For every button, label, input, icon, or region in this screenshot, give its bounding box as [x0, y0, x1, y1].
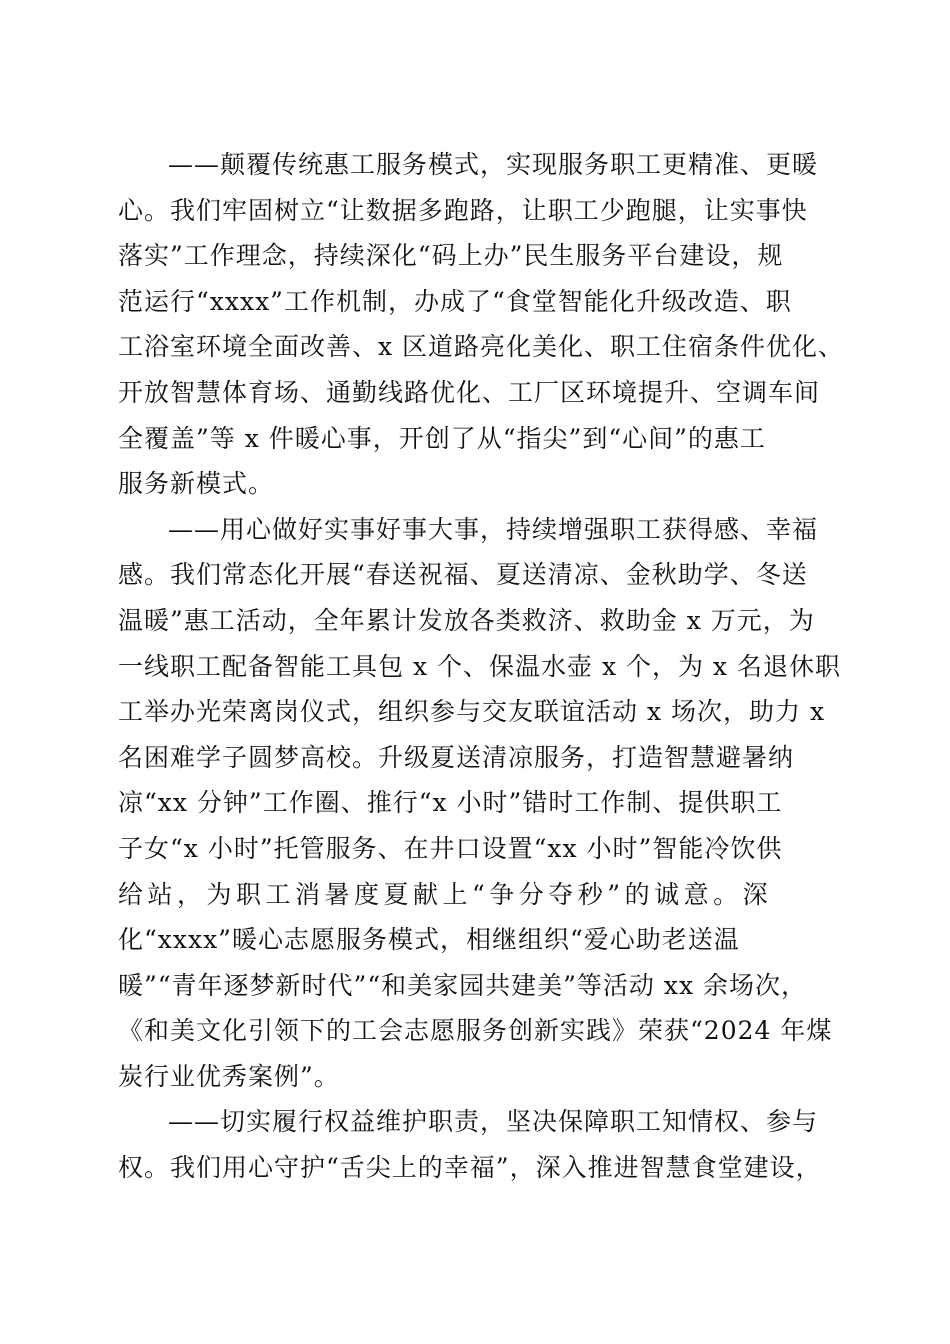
text-line: 给站，为职工消暑度夏献上“争分夺秒”的诚意。深	[118, 879, 773, 909]
text-line: 炭行业优秀案例”。	[118, 1061, 340, 1091]
text-line: 感。我们常态化开展“春送祝福、夏送清凉、金秋助学、冬送	[118, 560, 808, 590]
text-line: 凉“xx 分钟”工作圈、推行“x 小时”错时工作制、提供职工	[118, 788, 783, 818]
text-line: 温暖”惠工活动，全年累计发放各类救济、救助金 x 万元，为	[118, 605, 815, 635]
text-line: 范运行“xxxx”工作机制，办成了“食堂智能化升级改造、职	[118, 286, 792, 316]
text-line: 工举办光荣离岗仪式，组织参与交友联谊活动 x 场次，助力 x	[118, 697, 826, 727]
text-line: 暖”“青年逐梦新时代”“和美家园共建美”等活动 xx 余场次，	[118, 970, 807, 1000]
text-line: 心。我们牢固树立“让数据多跑路，让职工少跑腿，让实事快	[118, 195, 808, 225]
text-line: 权。我们用心守护“舌尖上的幸福”，深入推进智慧食堂建设，	[118, 1153, 822, 1183]
text-line: 全覆盖”等 x 件暖心事，开创了从“指尖”到“心间”的惠工	[118, 423, 766, 453]
text-line: 名困难学子圆梦高校。升级夏送清凉服务，打造智慧避暑纳	[118, 742, 795, 772]
text-line: 服务新模式。	[118, 469, 275, 499]
text-line: ——用心做好实事好事大事，持续增强职工获得感、幸福	[168, 514, 819, 544]
text-line: ——颠覆传统惠工服务模式，实现服务职工更精准、更暖	[168, 150, 819, 179]
text-line: ——切实履行权益维护职责，坚决保障职工知情权、参与	[168, 1107, 819, 1137]
document-body	[118, 142, 845, 1191]
text-line: 开放智慧体育场、通勤线路优化、工厂区环境提升、空调车间	[118, 377, 821, 407]
text-line: 子女“x 小时”托管服务、在井口设置“xx 小时”智能冷饮供	[118, 833, 783, 863]
paragraph-service-model	[118, 142, 845, 507]
paragraph-welfare-activities	[118, 507, 841, 1100]
text-line: 落实”工作理念，持续深化“码上办”民生服务平台建设，规	[118, 241, 784, 271]
text-line: 一线职工配备智能工具包 x 个、保温水壶 x 个，为 x 名退休职	[118, 651, 841, 681]
text-line: 化“xxxx”暖心志愿服务模式，相继组织“爱心助老送温	[118, 925, 740, 955]
text-line: 《和美文化引领下的工会志愿服务创新实践》荣获“2024 年煤	[118, 1016, 833, 1046]
paragraph-rights-protection	[118, 1099, 836, 1190]
text-line: 工浴室环境全面改善、x 区道路亮化美化、职工住宿条件优化、	[118, 332, 845, 362]
